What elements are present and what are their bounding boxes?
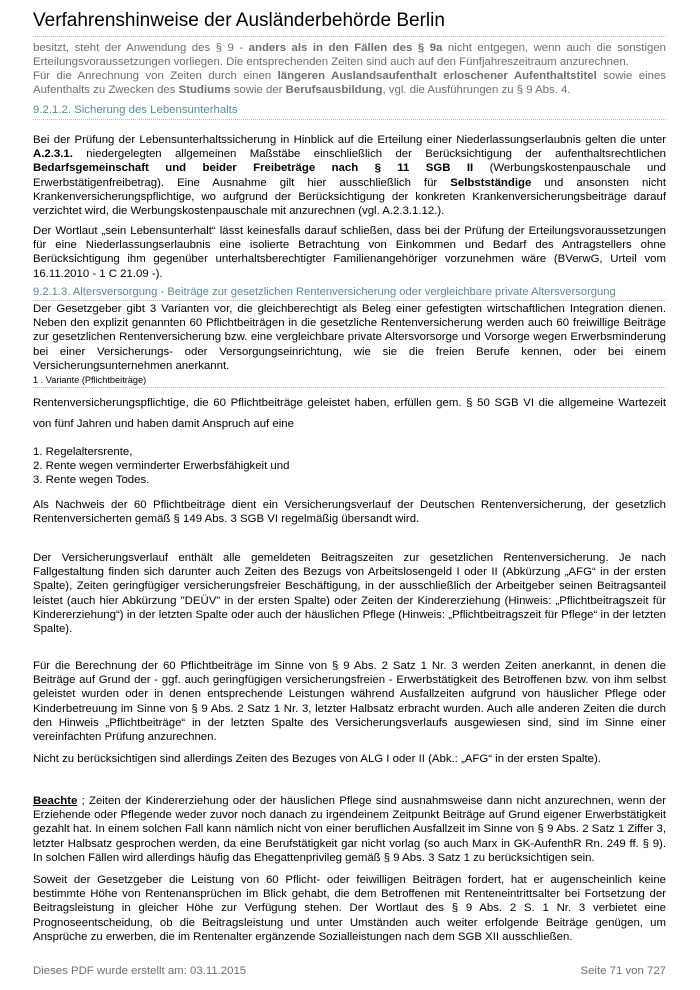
paragraph: Als Nachweis der 60 Pflichtbeiträge dient ein Versicherungsverlauf der Deutschen Rentenversicherung, der gesetzlich Rentenversicherten gemäß § 149 Abs. 3 SGB VI regelmäßig übersandt wird. — [33, 499, 666, 526]
paragraph: Rentenversicherungspflichtige, die 60 Pflichtbeiträge geleistet haben, erfüllen gem. § 50 SGB VI die allgemeine Wartezeit von fünf Jahren und haben damit Anspruch auf eine — [33, 397, 666, 430]
paragraph-emphasis: Selbstständige — [450, 176, 532, 189]
paragraph — [33, 133, 666, 218]
variant-label: 1 . Variante (Pflichtbeiträge) — [33, 375, 147, 385]
intro-emphasis: längeren Auslandsaufenthalt erloschener Aufenthaltstitel — [277, 70, 597, 82]
footer-created-date: Dieses PDF wurde erstellt am: 03.11.2015 — [33, 965, 247, 977]
paragraph-text: Bei der Prüfung der Lebensunterhaltssicherung in Hinblick auf die Erteilung einer Niederlassungserlaubnis gelten die unter — [33, 134, 666, 146]
title-divider — [33, 36, 666, 37]
list-item: 3. Rente wegen Todes. — [33, 474, 150, 487]
paragraph-emphasis: Bedarfsgemeinschaft und beider Freibeträge nach § 11 SGB II — [33, 162, 474, 175]
paragraph-text: niedergelegten allgemeinen Maßstäbe einschließlich der Berücksichtigung der aufenthaltsrechtlichen — [72, 148, 666, 161]
section-divider — [33, 387, 666, 388]
note-label: Beachte — [33, 795, 78, 807]
paragraph-emphasis: A.2.3.1. — [33, 148, 73, 161]
list-item: 1. Regelaltersrente, — [33, 446, 133, 458]
paragraph — [33, 794, 666, 865]
intro-text: sowie der — [230, 84, 286, 96]
intro-paragraph-2 — [33, 69, 666, 97]
intro-text: sowie eines Aufenthalts zu Zwecken des — [33, 70, 666, 96]
paragraph: Der Gesetzgeber gibt 3 Varianten vor, die gleichberechtigt als Beleg einer gefestigten wirtschaftlichen Integration dienen. Neben den explizit genannten 60 Pflichtbeiträgen in die gesetzliche Rentenversicherung werden auch 60 freiwillige Beiträge zur gesetzlichen Rentenversicherung bzw. eine vergleichbare private Altersvorsorge und Vorsorge wegen Erwerbsminderung bei einer Versicherungs- oder Versorgungseinrichtung, wie sie die freien Berufe kennen, oder bei einem Versicherungsunternehmen anerkannt. — [33, 303, 666, 372]
page-title: Verfahrenshinweise der Ausländerbehörde Berlin — [33, 10, 445, 31]
section-heading: 9.2.1.2. Sicherung des Lebensunterhalts — [33, 104, 238, 116]
intro-emphasis: anders als in den Fällen des § 9a — [248, 42, 443, 54]
intro-text: nicht entgegen, wenn auch die sonstigen Erteilungsvoraussetzungen vorliegen. Die entsprechenden Zeiten sind auch auf den Fünfjahreszeitraum anzurechnen. — [33, 42, 666, 68]
intro-text: , vgl. die Ausführungen zu § 9 Abs. 4. — [382, 84, 571, 96]
paragraph-text: und ansonsten nicht Krankenversicherungspflichtige, wo aufgrund der Berücksichtigung der konkreten Krankenversicherungsbeiträge darauf verzichtet wird, die Werbungskostenpauschale mit anzurechnen (vgl. A.2.3.1.12.). — [33, 176, 667, 218]
paragraph-text: ; Zeiten der Kindererziehung oder der häuslichen Pflege sind ausnahmsweise dann nicht anzurechnen, wenn der Erziehende oder Pflegende weder zuvor noch danach zu irgendeinem Zeitpunkt Beiträge auf Grund eigener Erwerbstätigkeit gezahlt hat. In einem solchen Fall kann nämlich nicht von einer beruflichen Ausfallzeit im Sinne von § 9 Abs. 2 Satz 1 Ziffer 3, letzter Halbsatz gesprochen werden, da eine Berufstätigkeit gar nicht vorlag (so auch Marx in GK-AufenthR Rn. 249 ff. § 9). In solchen Fällen wird allerdings häufig das Ehegattenprivileg gemäß § 9 Abs. 3 Satz 1 zu berücksichtigen sein. — [33, 795, 666, 864]
intro-paragraph-1 — [33, 41, 666, 69]
footer-page-number: Seite 71 von 727 — [580, 965, 666, 977]
section-divider — [33, 300, 666, 301]
paragraph: Der Versicherungsverlauf enthält alle gemeldeten Beitragszeiten zur gesetzlichen Rentenversicherung. Je nach Fallgestaltung finden sich darunter auch Zeiten des Bezugs von Arbeitslosengeld I oder II (Abkürzung „AFG“ in der ersten Spalte), Zeiten geringfügiger versicherungsfreier Beschäftigung, in der ausschließlich der Arbeitgeber seinen Beitragsanteil leistet (auch hier Abkürzung "DEÜV" in der ersten Spalte) oder Zeiten der Kindererziehung (Hinweis: „Pflichtbeitragszeit für Kindererziehung“) in der letzten Spalte oder auch der häuslichen Pflege (Hinweis: „Pflichtbeitragszeit für Pflege“ in der letzten Spalte). — [33, 552, 666, 636]
pension-list — [33, 445, 666, 488]
section-heading: 9.2.1.3. Altersversorgung - Beiträge zur gesetzlichen Rentenversicherung oder vergleichbare private Altersversorgung — [33, 286, 616, 298]
intro-text: besitzt, steht der Anwendung des § 9 - — [33, 42, 249, 54]
list-item: 2. Rente wegen verminderter Erwerbsfähigkeit und — [33, 460, 290, 473]
intro-emphasis: Studiums — [178, 84, 231, 96]
intro-emphasis: Berufsausbildung — [285, 84, 383, 96]
section-divider — [33, 119, 666, 120]
paragraph: Nicht zu berücksichtigen sind allerdings Zeiten des Bezuges von ALG I oder II (Abk.: „AFG“ in der ersten Spalte). — [33, 753, 601, 765]
paragraph: Für die Berechnung der 60 Pflichtbeiträge im Sinne von § 9 Abs. 2 Satz 1 Nr. 3 werden Zeiten anerkannt, in denen die Beiträge auf Grund der - ggf. auch geringfügigen versicherungsfreien - Erwerbstätigkeit des Betroffenen bzw. von ihm selbst geleistet wurden oder in denen entsprechende Leistungen während Ausfallzeiten aufgrund von häuslicher Pflege oder Kinderbetreuung im Sinne von § 9 Abs. 2 Satz 1 Nr. 3, letzter Halbsatz erbracht wurden. Auch alle anderen Zeiten die durch den Hinweis „Pflichtbeiträge“ in der letzten Spalte des Versicherungsverlaufs ausgewiesen sind, sind im Sinne einer vereinfachten Prüfung anzurechnen. — [33, 660, 666, 744]
paragraph: Soweit der Gesetzgeber die Leistung von 60 Pflicht- oder feiwilligen Beiträgen fordert, hat er augenscheinlich keine bestimmte Höhe von Rentenansprüchen im Blick gehabt, die dem Betroffenen mit Renteneintrittsalter bei Fortsetzung der Beitragsleistung in gleicher Höhe zur Verfügung stehen. Der Wortlaut des § 9 Abs. 2 S. 1 Nr. 3 verbietet eine Prognoseentscheidung, ob die Beitragsleistung und unter Umständen auch weiter erfolgende Beiträge genügen, um Ansprüche zu erwerben, die im Rentenalter ergänzende Sozialleistungen nach dem SGB XII ausschließen. — [33, 874, 666, 943]
paragraph: Der Wortlaut „sein Lebensunterhalt“ lässt keinesfalls darauf schließen, dass bei der Prüfung der Erteilungsvoraussetzungen für eine Niederlassungserlaubnis eine isolierte Betrachtung von Einkommen und Bedarf des Antragstellers ohne Berücksichtigung ihm gegenüber unterhaltsberechtigter Familienangehöriger vorzunehmen wäre (BVerwG, Urteil vom 16.11.2010 - 1 C 21.09 -). — [33, 225, 666, 280]
intro-text: Für die Anrechnung von Zeiten durch einen — [33, 70, 278, 82]
paragraph-text: (Werbungskostenpauschale und Erwerbstätigenfreibetrag). Eine Ausnahme gilt hier ausschließlich für — [33, 162, 667, 189]
